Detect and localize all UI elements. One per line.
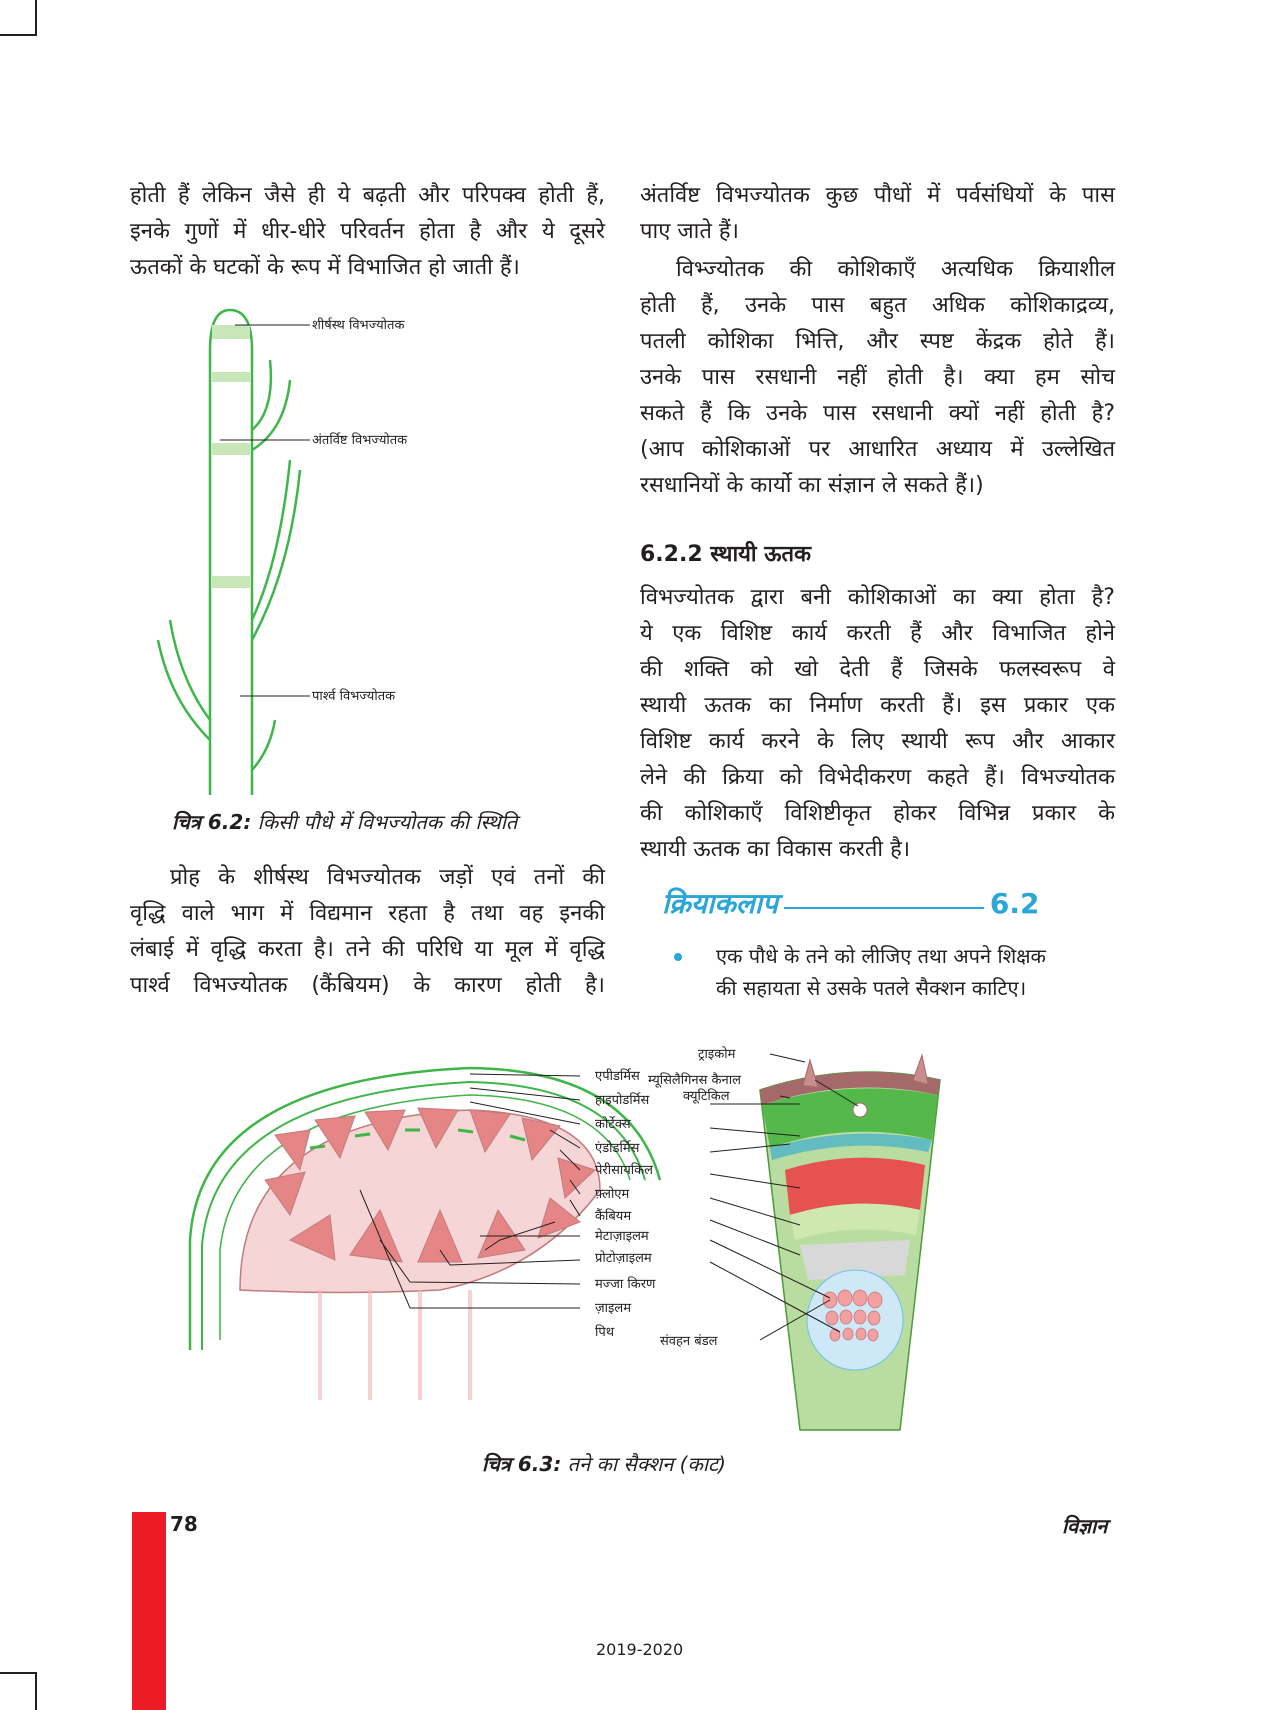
- text-line: (आप कोशिकाओं पर आधारित अध्याय में उल्लेखित: [640, 437, 1115, 462]
- label-xylem: ज़ाइलम: [595, 1301, 631, 1316]
- text-line: होती हैं लेकिन जैसे ही ये बढ़ती और परिपक्व होती हैं,: [130, 183, 605, 208]
- text-line: स्थायी ऊतक का विकास करती है।: [640, 837, 911, 862]
- bundle-guide-lines: [320, 1290, 470, 1400]
- label-cortex: कोर्टेक्स: [595, 1117, 631, 1132]
- text-line: अंतर्विष्ट विभज्योतक कुछ पौधों में पर्वसंधियों के पास: [640, 183, 1115, 208]
- text-line: की शक्ति को खो देती हैं जिसके फलस्वरूप वे: [640, 657, 1115, 682]
- label-trichome: ट्राइकोम: [698, 1047, 736, 1062]
- label-metaxylem: मेटाज़ाइलम: [595, 1229, 649, 1244]
- section-heading-6-2-2: 6.2.2 स्थायी ऊतक: [640, 542, 811, 567]
- edition-year: 2019-2020: [596, 1640, 684, 1659]
- activity-heading: [662, 884, 1040, 922]
- label-cuticle: क्यूटिकिल: [683, 1089, 730, 1104]
- crop-mark: [0, 1672, 37, 1674]
- text-line: होती हैं, उनके पास बहुत अधिक कोशिकाद्रव्य,: [640, 293, 1115, 318]
- caption-number: चित्र 6.3:: [482, 1452, 562, 1476]
- label-medullary-ray: मज्जा किरण: [595, 1277, 656, 1292]
- book-title: विज्ञान: [1062, 1514, 1108, 1538]
- bullet-dot: [674, 953, 682, 961]
- text-line: पार्श्व विभज्योतक (कैंबियम) के कारण होती है।: [130, 973, 605, 998]
- activity-number: 6.2: [989, 887, 1040, 920]
- right-paragraph-2: [640, 252, 1115, 504]
- right-paragraph-1: [640, 178, 1115, 250]
- label-endodermis: एंडोडर्मिस: [595, 1141, 640, 1156]
- label-phloem: फ़्लोएम: [595, 1187, 630, 1202]
- stem-wedge-detail: [760, 1055, 940, 1430]
- text-line: उनके पास रसधानी नहीं होती है। क्या हम सोच: [640, 365, 1115, 390]
- label-lateral-meristem: पार्श्व विभज्योतक: [312, 689, 396, 704]
- text-line: एक पौधे के तने को लीजिए तथा अपने शिक्षक: [716, 944, 1046, 968]
- activity-title: क्रियाकलाप: [662, 887, 778, 920]
- left-paragraph-2: [130, 860, 605, 1004]
- text-line: वृद्धि वाले भाग में विद्यमान रहता है तथा वह इनकी: [130, 901, 605, 926]
- caption-number: चित्र 6.2:: [172, 810, 252, 834]
- activity-rule: [784, 907, 984, 909]
- text-line: लेने की क्रिया को विभेदीकरण कहते हैं। विभज्योतक: [640, 765, 1115, 790]
- text-line: विभ्ज्योतक की कोशिकाएँ अत्यधिक क्रियाशील: [676, 257, 1115, 282]
- label-vascular-bundle: संवहन बंडल: [660, 1334, 718, 1349]
- figure-6-3-diagram: [140, 1040, 1140, 1440]
- activity-bullet-text: [716, 940, 1046, 1004]
- page-edge-red-bar: [132, 1512, 166, 1710]
- figure-6-2-caption: [172, 808, 517, 835]
- stem-cross-section: [190, 1068, 660, 1400]
- figure-6-3-caption: [482, 1450, 726, 1477]
- text-line: पाए जाते हैं।: [640, 219, 739, 244]
- label-protoxylem: प्रोटोज़ाइलम: [595, 1251, 652, 1266]
- crop-mark: [35, 0, 37, 36]
- caption-text: तने का सैक्शन (काट): [567, 1452, 726, 1476]
- label-apical-meristem: शीर्षस्थ विभज्योतक: [312, 318, 405, 333]
- page-number: 78: [170, 1512, 198, 1536]
- text-line: की कोशिकाएँ विशिष्टीकृत होकर विभिन्न प्रकार के: [640, 801, 1115, 826]
- label-cambium: कैंबियम: [595, 1209, 632, 1224]
- text-line: विभज्योतक द्वारा बनी कोशिकाओं का क्या होता है?: [640, 585, 1115, 610]
- right-paragraph-3: [640, 580, 1115, 868]
- text-line: रसधानियों के कार्यो का संज्ञान ले सकते हैं।): [640, 473, 984, 498]
- text-line: विशिष्ट कार्य करने के लिए स्थायी रूप और आकार: [640, 729, 1115, 754]
- label-mucilaginous-canal: म्यूसिलैगिनस कैनाल: [648, 1073, 741, 1088]
- crop-mark: [35, 1672, 37, 1710]
- figure-6-2-diagram: [140, 300, 480, 800]
- text-line: ये एक विशिष्ट कार्य करती हैं और विभाजित होने: [640, 621, 1115, 646]
- label-pericycle: पेरीसायकिल: [595, 1163, 653, 1178]
- crop-mark: [0, 34, 37, 36]
- text-line: सकते हैं कि उनके पास रसधानी क्यों नहीं होती है?: [640, 401, 1115, 426]
- caption-text: किसी पौधे में विभज्योतक की स्थिति: [257, 810, 518, 834]
- text-line: की सहायता से उसके पतले सैक्शन काटिए।: [716, 976, 1027, 1000]
- text-line: स्थायी ऊतक का निर्माण करती हैं। इस प्रकार एक: [640, 693, 1115, 718]
- text-line: लंबाई में वृद्धि करता है। तने की परिधि या मूल में वृद्धि: [130, 937, 605, 962]
- label-hypodermis: हाइपोडर्मिस: [595, 1093, 650, 1108]
- text-line: पतली कोशिका भित्ति, और स्पष्ट केंद्रक होते हैं।: [640, 329, 1115, 354]
- label-intercalary-meristem: अंतर्विष्ट विभज्योतक: [312, 433, 408, 448]
- text-line: प्रोह के शीर्षस्थ विभज्योतक जड़ों एवं तनों की: [170, 865, 605, 890]
- left-paragraph-1: [130, 178, 605, 286]
- text-line: इनके गुणों में धीर-धीरे परिवर्तन होता है और ये दूसरे: [130, 219, 605, 244]
- meristem-bands: [212, 325, 250, 588]
- label-epidermis: एपीडर्मिस: [595, 1069, 640, 1084]
- stem-drawing: [158, 310, 300, 795]
- text-line: ऊतकों के घटकों के रूप में विभाजित हो जाती हैं।: [130, 255, 520, 280]
- label-pith: पिथ: [595, 1325, 615, 1340]
